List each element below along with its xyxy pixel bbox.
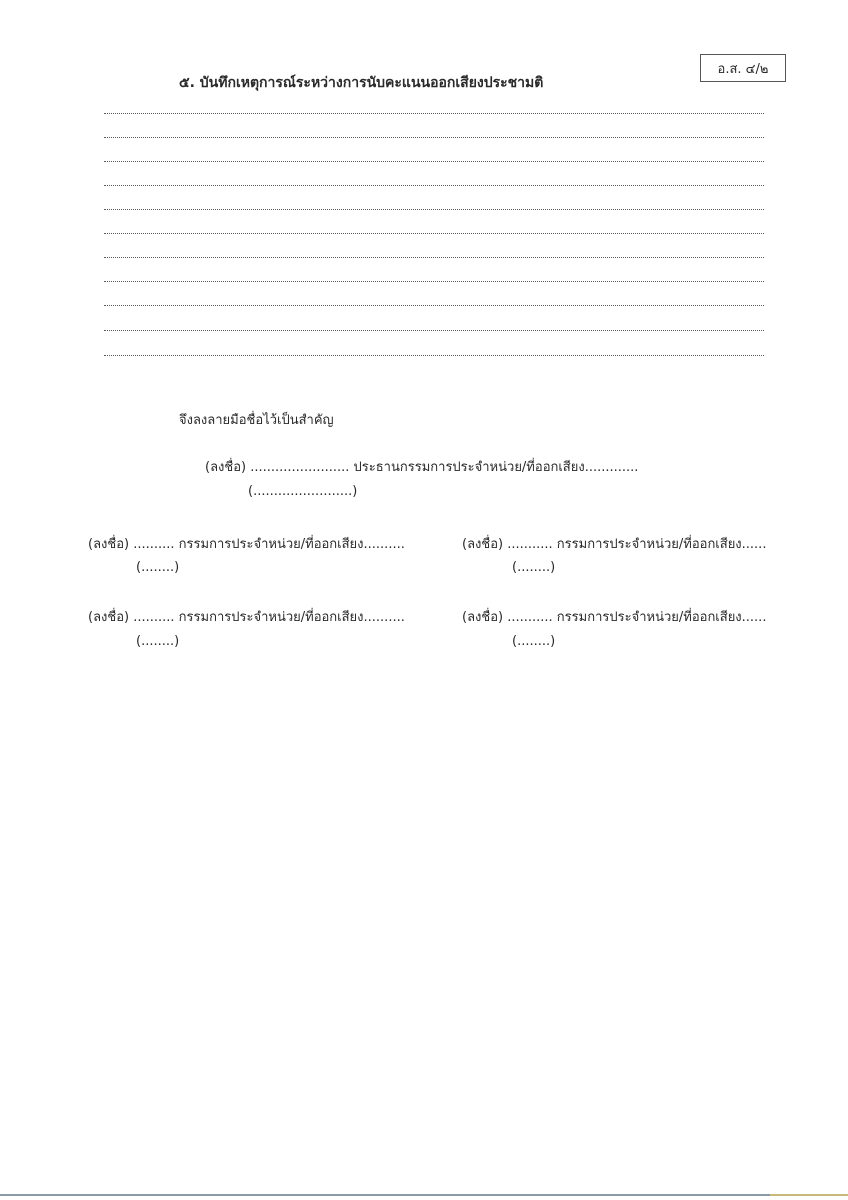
chair-sign-line: (ลงชื่อ) ........................ ประธานกรรมการประจำหน่วย/ที่ออกเสียง.............: [205, 460, 639, 475]
record-line: [104, 137, 764, 138]
record-line: [104, 330, 764, 331]
record-line: [104, 305, 764, 306]
member-sign-line: (ลงชื่อ) .......... กรรมการประจำหน่วย/ที่ออกเสียง..........: [88, 610, 405, 625]
record-line: [104, 185, 764, 186]
record-line: [104, 257, 764, 258]
member-sign-line: (ลงชื่อ) ........... กรรมการประจำหน่วย/ที่ออกเสียง......: [462, 610, 767, 625]
member-sign-line: (ลงชื่อ) ........... กรรมการประจำหน่วย/ที่ออกเสียง......: [462, 537, 767, 552]
record-line: [104, 209, 764, 210]
record-line: [104, 161, 764, 162]
form-code: อ.ส. ๔/๒: [717, 61, 769, 77]
form-code-box: [700, 54, 786, 82]
record-line: [104, 113, 764, 114]
footer-rule: [0, 1194, 848, 1196]
member-sign-line: (ลงชื่อ) .......... กรรมการประจำหน่วย/ที่ออกเสียง..........: [88, 537, 405, 552]
member-name-line: (........): [136, 560, 180, 575]
record-line: [104, 281, 764, 282]
certify-text: จึงลงลายมือชื่อไว้เป็นสำคัญ: [179, 413, 334, 428]
member-name-line: (........): [512, 634, 556, 649]
record-line: [104, 233, 764, 234]
footer-accent: [770, 1194, 848, 1196]
section-title: ๕. บันทึกเหตุการณ์ระหว่างการนับคะแนนออกเสียงประชามติ: [179, 75, 544, 91]
record-line: [104, 355, 764, 356]
chair-name-line: (........................): [248, 484, 358, 499]
member-name-line: (........): [512, 560, 556, 575]
member-name-line: (........): [136, 634, 180, 649]
